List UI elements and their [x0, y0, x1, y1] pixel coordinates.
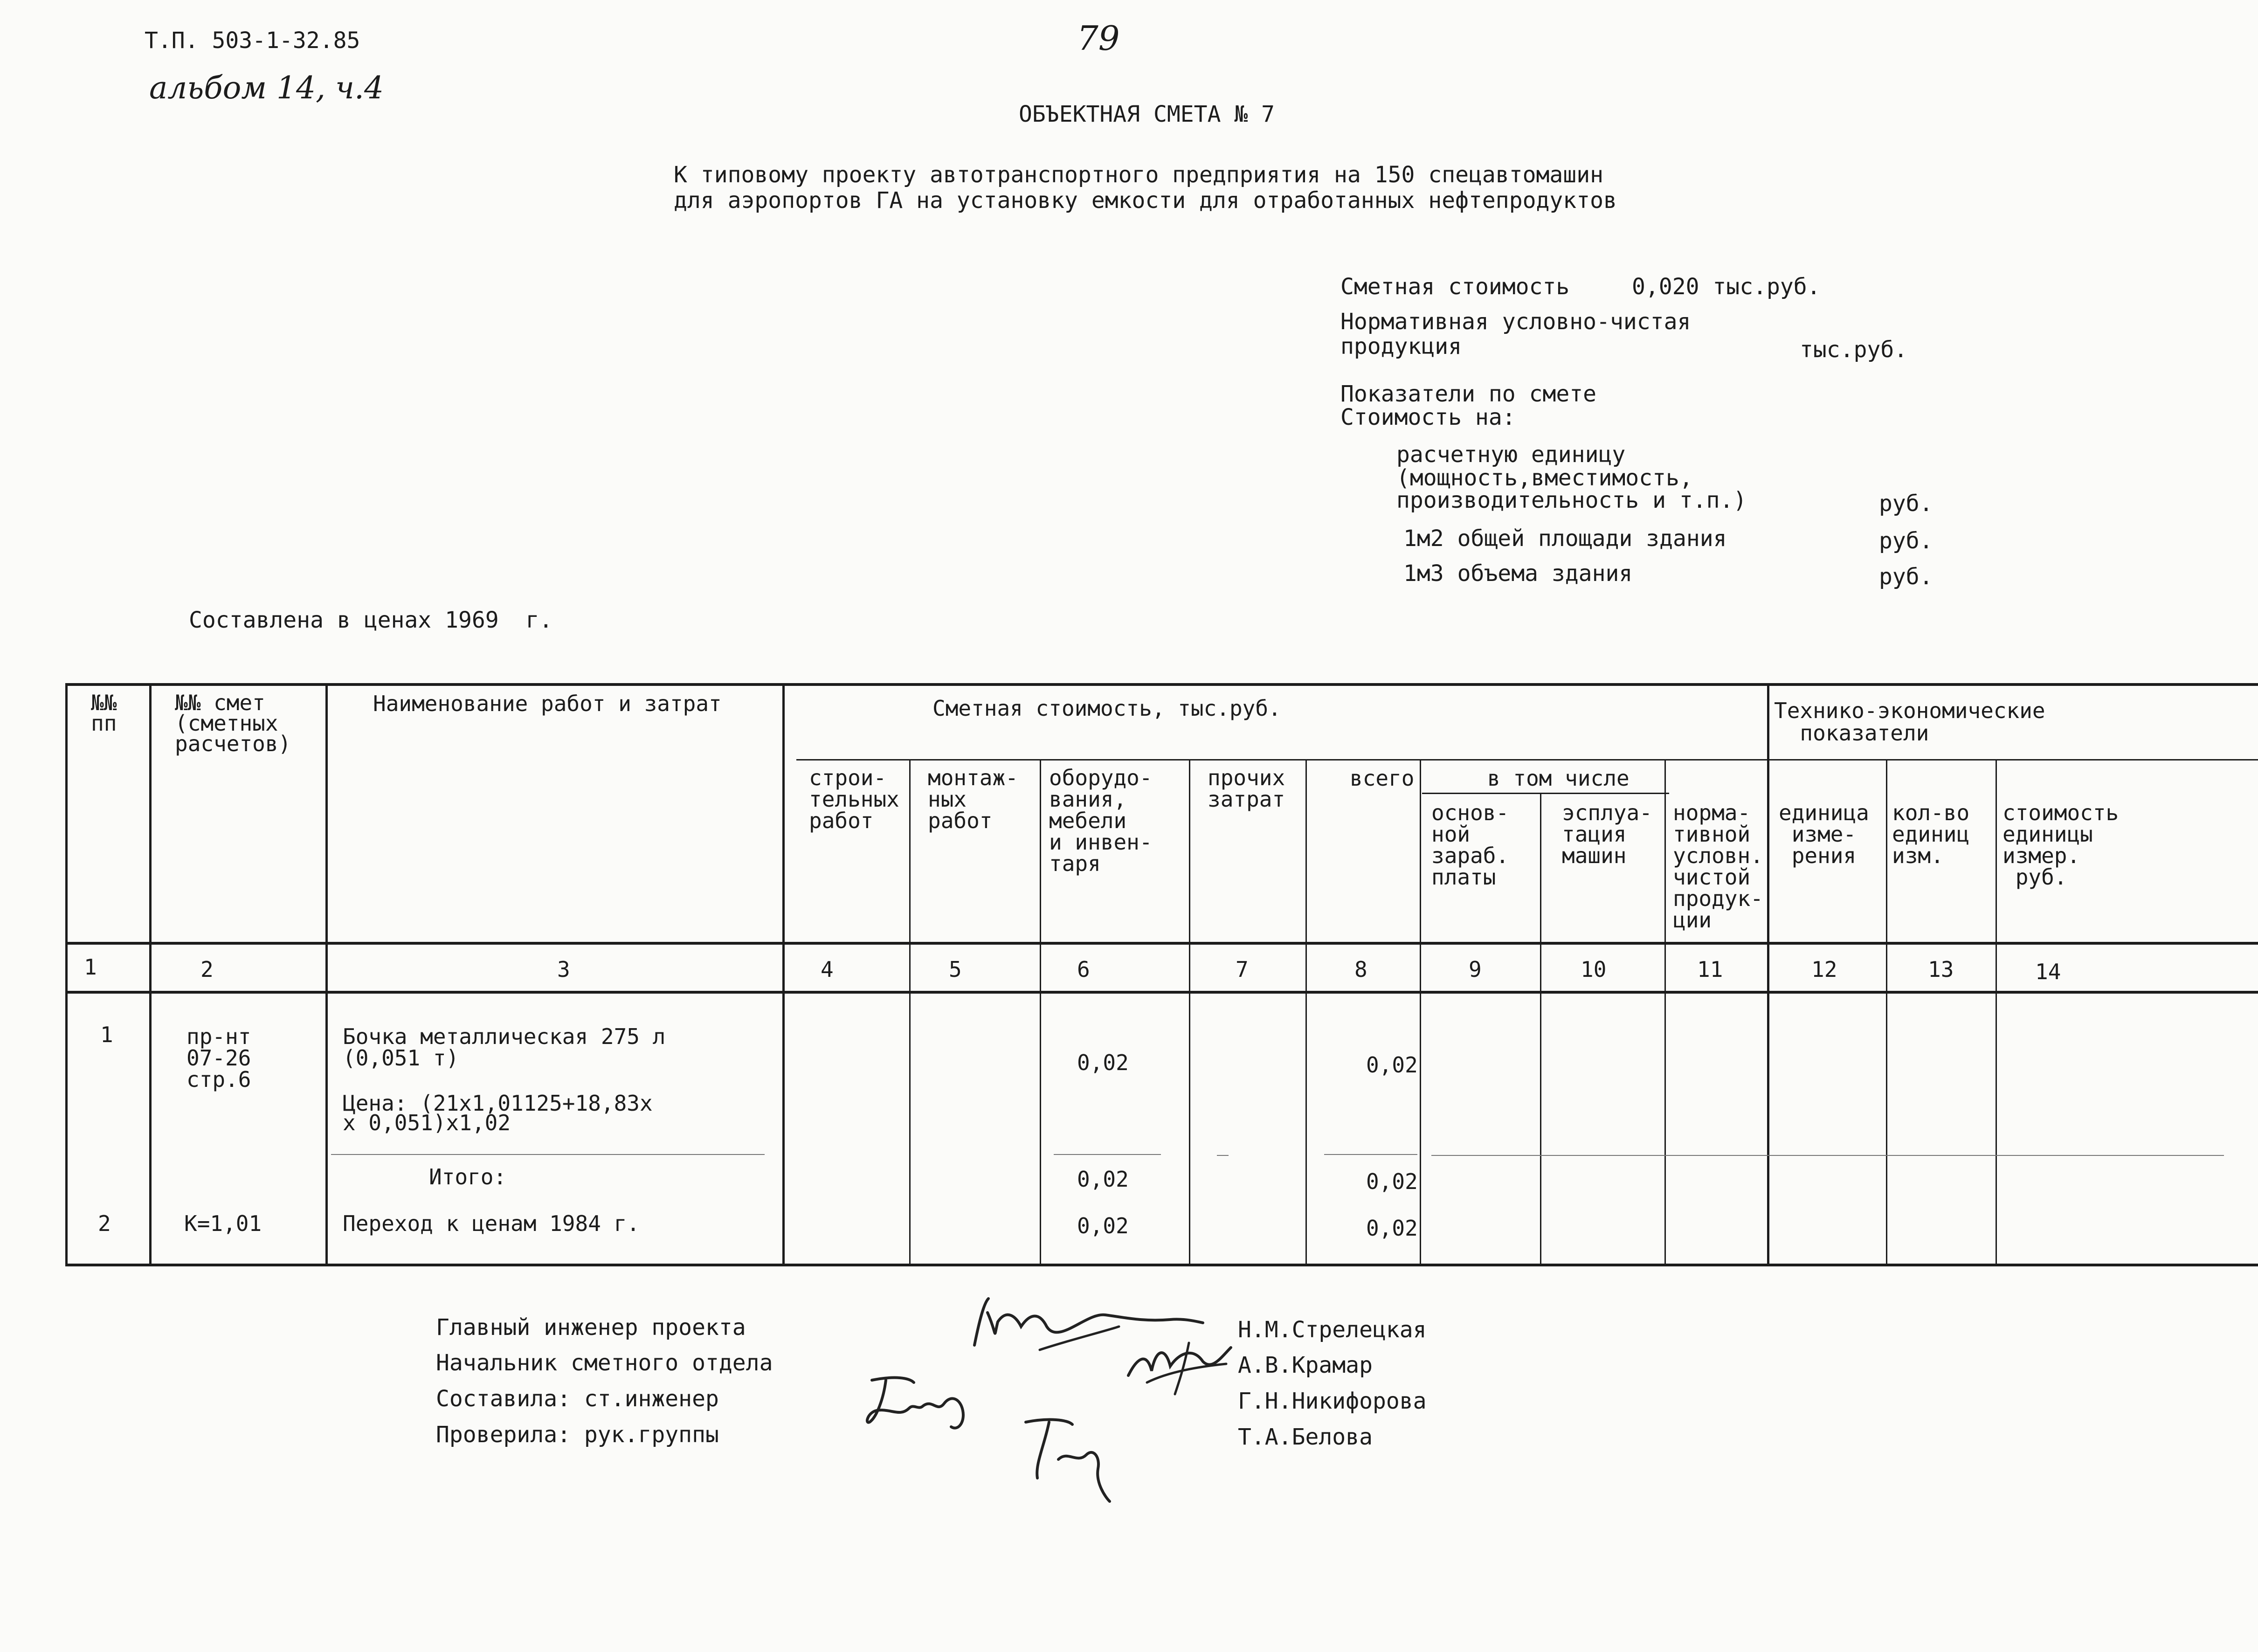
signature-name: Г.Н.Никифорова	[1238, 1388, 1427, 1414]
area-rub: руб.	[1879, 528, 1933, 554]
signature-role: Проверила: рук.группы	[436, 1422, 719, 1448]
cost-per-label: Стоимость на:	[1340, 404, 1516, 430]
subtotal-separator	[1217, 1155, 1229, 1156]
column-number: 7	[1236, 957, 1249, 982]
header-unit-count: кол-во единиц изм.	[1892, 800, 1970, 868]
column-numbers-bottom-border	[65, 991, 2258, 994]
col-border-11	[1767, 683, 1769, 1266]
column-number: 9	[1469, 957, 1482, 982]
album-note: альбом 14, ч.4	[149, 70, 384, 106]
volume-label: 1м3 объема здания	[1403, 560, 1633, 587]
unit-rub: руб.	[1879, 491, 1933, 517]
subtotal-label: Итого:	[429, 1164, 507, 1189]
header-construction: строи- тельных работ	[809, 765, 899, 833]
header-other: прочих затрат	[1208, 765, 1285, 812]
project-code: Т.П. 503-1-32.85	[145, 28, 360, 54]
signature-name: Н.М.Стрелецкая	[1238, 1317, 1427, 1343]
row-total-value: 0,02	[1366, 1052, 1418, 1078]
row-price-formula: Цена: (21х1,01125+18,83х х 0,051)х1,02	[343, 1091, 653, 1135]
col-border-1	[149, 683, 152, 1266]
col-border-left	[65, 683, 68, 1266]
row-equipment-value: 0,02	[1077, 1050, 1129, 1075]
unit-line-2: (мощность,вместимость,	[1396, 465, 1693, 491]
area-label: 1м2 общей площади здания	[1403, 525, 1727, 552]
subtitle-line-1: К типовому проекту автотранспортного предприятия на 150 спецавтомашин	[674, 162, 1603, 188]
col-border-8	[1420, 759, 1421, 1266]
transition-equipment: 0,02	[1077, 1213, 1129, 1238]
col-border-13	[1996, 759, 1997, 1266]
col-border-3	[782, 683, 785, 1266]
header-tech-econ: Технико-экономические показатели	[1774, 698, 2045, 746]
header-unit-measure: единица изме- рения	[1779, 800, 1869, 868]
col-border-7	[1305, 759, 1307, 1266]
transition-total: 0,02	[1366, 1216, 1418, 1241]
column-number: 6	[1077, 957, 1090, 982]
subtotal-total: 0,02	[1366, 1169, 1418, 1194]
column-number: 3	[557, 957, 570, 982]
signature-role: Главный инженер проекта	[436, 1314, 746, 1341]
header-normative: норма- тивной условн. чистой продук- ции	[1673, 800, 1763, 933]
subtotal-separator	[331, 1154, 765, 1155]
column-number: 4	[821, 957, 834, 982]
col-border-6	[1189, 759, 1190, 1266]
signature-mark-compiler	[858, 1366, 998, 1436]
header-base-salary: основ- ной зараб. платы	[1431, 800, 1509, 890]
subtitle-line-2: для аэропортов ГА на установку емкости для отработанных нефтепродуктов	[674, 187, 1617, 214]
signature-role: Начальник сметного отдела	[436, 1350, 773, 1376]
normative-unit: тыс.руб.	[1800, 337, 1908, 363]
row-name: Бочка металлическая 275 л (0,051 т)	[343, 1024, 666, 1071]
page-number: 79	[1077, 19, 1120, 58]
page-title: ОБЪЕКТНАЯ СМЕТА № 7	[1019, 101, 1275, 127]
unit-line-3: производительность и т.п.)	[1396, 487, 1747, 513]
signature-mark-estimate-head	[1119, 1338, 1240, 1399]
header-machines: эсплуа- тация машин	[1562, 800, 1652, 868]
signature-name: А.В.Крамар	[1238, 1352, 1373, 1378]
normative-label-2: продукция	[1340, 333, 1462, 359]
col-border-9	[1540, 793, 1541, 1266]
table-top-border	[65, 683, 2258, 686]
signature-mark-reviewer	[1016, 1408, 1133, 1506]
row-num: 1	[100, 1022, 113, 1047]
cost-label: Сметная стоимость	[1340, 274, 1570, 300]
prices-note: Составлена в ценах 1969 г.	[189, 607, 553, 633]
column-number: 8	[1354, 957, 1367, 982]
unit-line-1: расчетную единицу	[1396, 442, 1626, 468]
row-ref: пр-нт 07-26 стр.6	[186, 1024, 251, 1092]
cost-group-divider	[796, 759, 2258, 760]
cost-value: 0,020 тыс.руб.	[1632, 274, 1821, 300]
column-number: 1	[84, 954, 97, 980]
estimate-table	[65, 683, 2258, 1268]
indicators-label: Показатели по смете	[1340, 381, 1597, 407]
column-number: 12	[1811, 957, 1837, 982]
header-name: Наименование работ и затрат	[373, 691, 722, 716]
header-total: всего	[1350, 766, 1415, 791]
subtotal-separator	[1324, 1154, 1417, 1155]
signature-name: Т.А.Белова	[1238, 1424, 1373, 1450]
transition-name: Переход к ценам 1984 г.	[343, 1211, 640, 1236]
header-bottom-border	[65, 942, 2258, 945]
header-installation: монтаж- ных работ	[928, 765, 1018, 833]
col-border-10	[1664, 759, 1666, 1266]
transition-ref: К=1,01	[184, 1211, 262, 1236]
header-num: №№ пп	[91, 690, 117, 736]
header-equipment: оборудо- вания, мебели и инвен- таря	[1049, 765, 1153, 876]
transition-num: 2	[98, 1211, 111, 1236]
signature-role: Составила: ст.инженер	[436, 1386, 719, 1412]
header-estimates: №№ смет (сметных расчетов)	[175, 690, 291, 756]
table-bottom-border	[65, 1264, 2258, 1266]
column-number: 11	[1697, 957, 1723, 982]
column-number: 13	[1928, 957, 1954, 982]
header-including: в том числе	[1487, 766, 1630, 791]
col-border-12	[1886, 759, 1887, 1266]
column-number: 10	[1581, 957, 1607, 982]
volume-rub: руб.	[1879, 564, 1933, 590]
header-cost-group: Сметная стоимость, тыс.руб.	[932, 696, 1281, 721]
including-divider	[1422, 793, 1669, 794]
column-number: 14	[2035, 959, 2061, 984]
subtotal-separator	[1431, 1155, 2224, 1156]
column-number: 2	[200, 957, 214, 982]
column-number: 5	[949, 957, 962, 982]
subtotal-separator	[1054, 1154, 1161, 1155]
col-border-2	[325, 683, 328, 1266]
subtotal-equipment: 0,02	[1077, 1167, 1129, 1192]
col-border-5	[1040, 759, 1041, 1266]
normative-label-1: Нормативная условно-чистая	[1340, 309, 1691, 335]
col-border-4	[909, 759, 911, 1266]
header-unit-cost: стоимость единицы измер. руб.	[2003, 800, 2119, 890]
